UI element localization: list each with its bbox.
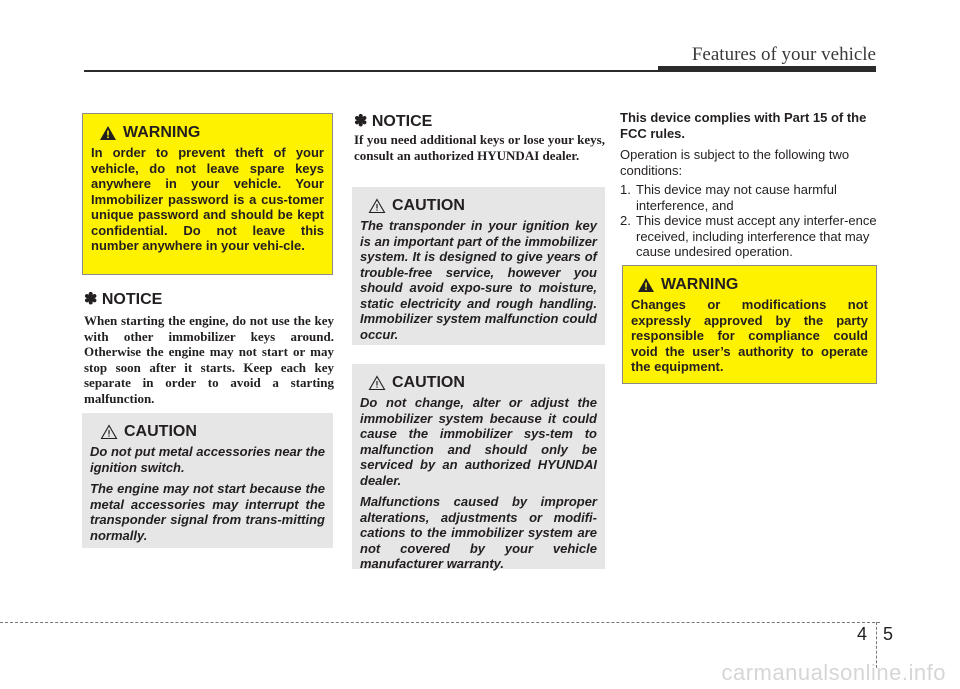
caution-body	[90, 444, 325, 543]
caution-paragraph: Malfunctions caused by improper alterations, adjustments or modifi-cations to the immobilizer system are not covered by your vehicle manufacturer warranty.	[360, 494, 597, 571]
caution-box-alteration	[352, 364, 605, 569]
warning-box-theft	[82, 113, 333, 275]
caution-box-heading	[360, 197, 597, 215]
fcc-heading: This device complies with Part 15 of the FCC rules.	[620, 110, 867, 141]
notice-text: When starting the engine, do not use the key with other immobilizer keys around. Otherwise the engine may not start or may stop soon after it starts. Keep each key separate in order to avoid a starting malfunction.	[84, 313, 334, 406]
list-item-text: This device must accept any interfer-ence received, including interference that may cause undesired operation.	[636, 213, 877, 259]
caution-box-heading	[90, 423, 325, 441]
notice-star-icon: ✽	[84, 291, 98, 308]
caution-paragraph: The engine may not start because the metal accessories may interrupt the transponder signal from trans-mitting normally.	[90, 481, 325, 543]
caution-box-transponder	[352, 187, 605, 345]
warning-box-fcc	[622, 265, 877, 384]
list-item-text: This device may not cause harmful interference, and	[636, 182, 837, 213]
chapter-number: 4	[857, 624, 868, 644]
caution-paragraph: The transponder in your ignition key is an important part of the immobilizer system. It is designed to give years of trouble-free service, however you should avoid expo-sure to moisture, static electricity and rough handling. Immobilizer system malfunction could occur.	[360, 218, 597, 342]
page-header-title: Features of your vehicle	[691, 44, 876, 65]
warning-title: WARNING	[661, 276, 739, 293]
notice-title: NOTICE	[101, 291, 163, 308]
warning-triangle-icon	[99, 125, 117, 141]
footer-rule	[0, 622, 880, 623]
caution-body	[360, 218, 597, 342]
caution-box-heading	[360, 374, 597, 392]
notice-heading	[354, 111, 432, 131]
caution-title: CAUTION	[392, 197, 465, 214]
notice-heading	[84, 289, 162, 309]
list-item	[620, 182, 878, 213]
list-item-number: 2.	[620, 213, 631, 228]
fcc-intro: Operation is subject to the following two conditions:	[620, 147, 850, 178]
caution-paragraph: Do not change, alter or adjust the immobilizer system because it could cause the immobilizer sys-tem to malfunction and should only be serviced by an authorized HYUNDAI dealer.	[360, 395, 597, 488]
warning-triangle-icon	[637, 277, 655, 293]
notice-text: If you need additional keys or lose your keys, consult an authorized HYUNDAI dealer.	[354, 132, 605, 163]
notice-star-icon: ✽	[354, 113, 368, 130]
caution-triangle-icon	[100, 424, 118, 440]
caution-box-metal	[82, 413, 333, 548]
warning-title: WARNING	[123, 124, 201, 141]
page-number: 5	[883, 624, 894, 644]
watermark: carmanualsonline.info	[721, 660, 946, 685]
warning-body	[91, 145, 324, 254]
caution-triangle-icon	[368, 375, 386, 391]
caution-body	[360, 395, 597, 572]
fcc-section	[620, 110, 878, 260]
list-item	[620, 213, 878, 260]
header-rule-accent	[658, 66, 876, 72]
warning-text: Changes or modifications not expressly approved by the party responsible for compliance could void the user’s authority to operate the equipment.	[631, 297, 868, 374]
caution-title: CAUTION	[392, 374, 465, 391]
warning-box-heading	[631, 276, 868, 294]
warning-box-heading	[91, 124, 324, 142]
warning-text: In order to prevent theft of your vehicle, do not leave spare keys anywhere in your vehicle. Your Immobilizer password is a cus-tomer unique password and should be kept confidential. Do not leave this number anywhere in your vehi-cle.	[91, 145, 324, 253]
warning-body	[631, 297, 868, 375]
caution-title: CAUTION	[124, 423, 197, 440]
list-item-number: 1.	[620, 182, 631, 197]
notice-title: NOTICE	[371, 113, 433, 130]
caution-triangle-icon	[368, 198, 386, 214]
caution-paragraph: Do not put metal accessories near the ignition switch.	[90, 444, 325, 475]
